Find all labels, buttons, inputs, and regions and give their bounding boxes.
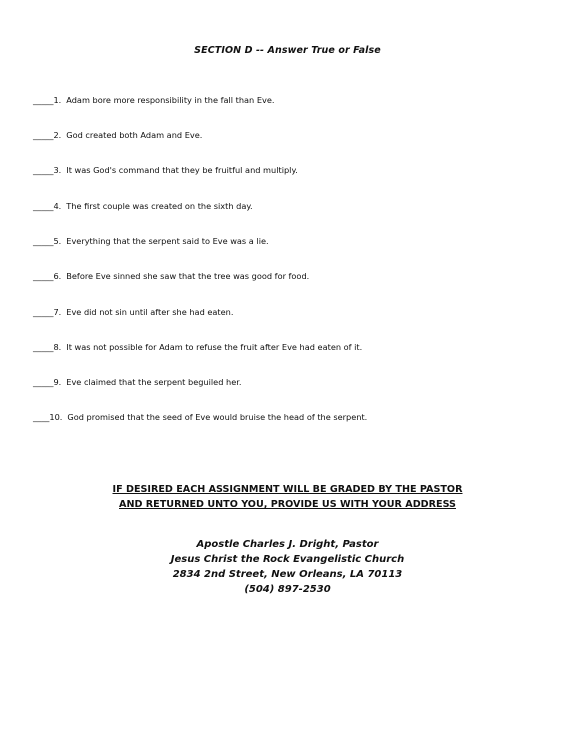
answer-blank: _____	[33, 342, 54, 352]
answer-blank: _____	[33, 236, 54, 246]
question-item	[33, 270, 563, 282]
church-name: Jesus Christ the Rock Evangelistic Church	[170, 554, 405, 565]
question-number: 2.	[53, 130, 62, 140]
question-item	[33, 164, 563, 176]
question-number: 6.	[53, 271, 62, 281]
question-text: Before Eve sinned she saw that the tree was good for food.	[66, 271, 310, 281]
answer-blank: _____	[33, 377, 54, 387]
question-text: It was God's command that they be fruitful and multiply.	[66, 165, 298, 175]
answer-blank: _____	[33, 271, 54, 281]
answer-blank: _____	[33, 165, 54, 175]
church-address: 2834 2nd Street, New Orleans, LA 70113	[172, 569, 403, 580]
notice-line-2: AND RETURNED UNTO YOU, PROVIDE US WITH YOUR ADDRESS	[119, 499, 456, 510]
answer-blank: ____	[33, 412, 50, 422]
question-number: 8.	[53, 342, 62, 352]
answer-blank: _____	[33, 95, 54, 105]
question-number: 10.	[49, 412, 63, 422]
question-text: Eve claimed that the serpent beguiled her.	[66, 377, 242, 387]
question-item	[33, 411, 563, 423]
question-item	[33, 306, 563, 318]
question-number: 1.	[53, 95, 62, 105]
question-item	[33, 200, 563, 212]
answer-blank: _____	[33, 201, 54, 211]
section-heading: SECTION D -- Answer True or False	[194, 45, 381, 56]
pastor-name: Apostle Charles J. Dright, Pastor	[196, 539, 379, 550]
question-text: Eve did not sin until after she had eaten.	[66, 307, 234, 317]
question-item	[33, 235, 563, 247]
notice-line-1: IF DESIRED EACH ASSIGNMENT WILL BE GRADED BY THE PASTOR	[112, 484, 463, 495]
question-number: 5.	[53, 236, 62, 246]
grading-notice	[0, 482, 575, 512]
question-item	[33, 376, 563, 388]
question-text: Everything that the serpent said to Eve was a lie.	[66, 236, 269, 246]
church-phone: (504) 897-2530	[244, 584, 331, 595]
question-text: It was not possible for Adam to refuse the fruit after Eve had eaten of it.	[66, 342, 363, 352]
question-text: Adam bore more responsibility in the fall than Eve.	[66, 95, 275, 105]
question-text: The first couple was created on the sixth day.	[66, 201, 253, 211]
question-number: 4.	[53, 201, 62, 211]
question-item	[33, 341, 563, 353]
question-item	[33, 129, 563, 141]
pastor-signature-block	[0, 537, 575, 597]
question-text: God created both Adam and Eve.	[66, 130, 203, 140]
question-text: God promised that the seed of Eve would bruise the head of the serpent.	[67, 412, 368, 422]
answer-blank: _____	[33, 307, 54, 317]
question-item	[33, 94, 563, 106]
answer-blank: _____	[33, 130, 54, 140]
question-number: 9.	[53, 377, 62, 387]
question-number: 3.	[53, 165, 62, 175]
question-number: 7.	[53, 307, 62, 317]
